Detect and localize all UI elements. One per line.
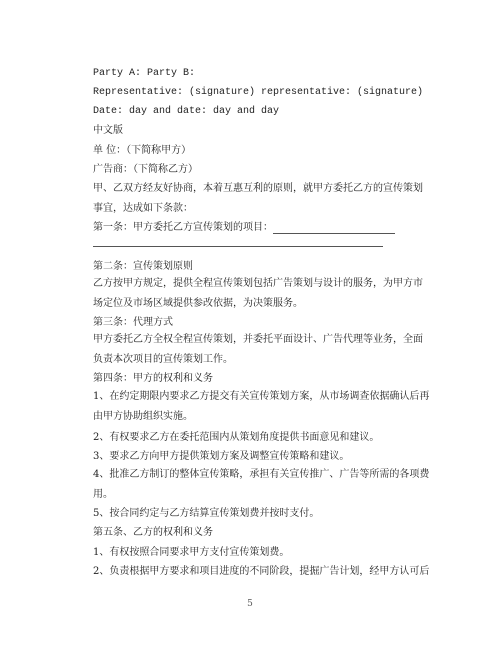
- article1-blank-continuation: [93, 246, 383, 247]
- article2-body: 乙方按甲方规定，提供全程宣传策划包括广告策划与设计的服务，为甲方市场定位及市场区域提供参改依据，为决策服务。: [93, 278, 423, 309]
- article4-item-1: 1、在约定期限内要求乙方提交有关宣传策划方案，从市场调查依据确认后再由甲方协助组织实施。: [93, 391, 430, 422]
- unit-line: 单 位：（下简称甲方）: [93, 145, 192, 156]
- advertiser-line: 广告商：（下简称乙方）: [93, 164, 198, 175]
- article5-item-1: 1、有权按照合同要求甲方支付宣传策划费。: [93, 547, 290, 558]
- article5-title: 第五条、乙方的权利和义务: [93, 527, 213, 538]
- article3-body: 甲方委托乙方全权全程宣传策划，并委托平面设计、广告代理等业务，全面负责本次项目的宣传策划工作。: [93, 334, 423, 365]
- dates-line: Date: day and date: day and day: [93, 106, 280, 117]
- representatives-line: Representative: (signature) representative: (signature): [93, 87, 424, 98]
- intro-paragraph: 甲、乙双方经友好协商，本着互惠互利的原则，就甲方委托乙方的宣传策划事宜，达成如下条款：: [93, 183, 423, 214]
- article3-title: 第三条：代理方式: [93, 317, 173, 328]
- parties-line: Party A: Party B:: [93, 68, 196, 79]
- article4-item-2: 2、有权要求乙方在委托范围内从策划角度提供书面意见和建议。: [93, 432, 380, 443]
- article4-item-3: 3、要求乙方向甲方提供策划方案及调整宣传策略和建议。: [93, 451, 350, 462]
- article4-title: 第四条：甲方的权利和义务: [93, 373, 213, 384]
- article1-label: 第一条：甲方委托乙方宣传策划的项目：: [93, 222, 273, 233]
- article1-line: [93, 221, 395, 234]
- article4-item-5: 5、按合同约定与乙方结算宣传策划费并按时支付。: [93, 508, 320, 519]
- article4-item-4: 4、批准乙方制订的整体宣传策略，承担有关宣传推广、广告等所需的各项费用。: [93, 469, 430, 500]
- page-number: 5: [247, 599, 253, 609]
- article1-blank: [273, 223, 395, 234]
- article2-title: 第二条：宣传策划原则: [93, 261, 193, 272]
- version-label: 中文版: [93, 125, 123, 136]
- article5-item-2: 2、负责根据甲方要求和项目进度的不同阶段，提掘广告计划，经甲方认可后: [93, 566, 430, 577]
